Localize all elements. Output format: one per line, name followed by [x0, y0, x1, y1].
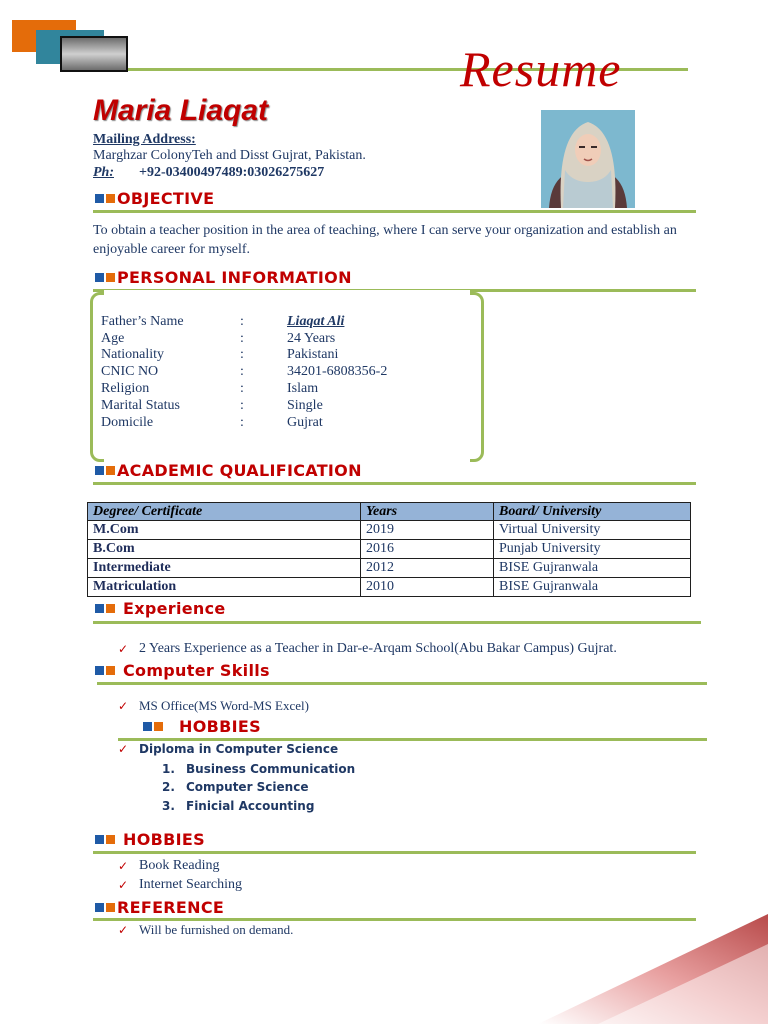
info-value: 24 Years [287, 331, 336, 346]
degree-cell: Matriculation [88, 578, 361, 597]
diploma-text: Diploma in Computer Science [139, 742, 339, 756]
bullet-square-orange [106, 273, 115, 282]
column-header-board: Board/ University [494, 503, 691, 521]
info-value: Pakistani [287, 347, 339, 362]
year-cell: 2012 [361, 559, 494, 578]
bullet-square-orange [154, 722, 163, 731]
hobby-item [118, 877, 242, 893]
table-header-row [88, 503, 691, 521]
table-row [88, 578, 691, 597]
mailing-address-label: Mailing Address: [93, 132, 196, 147]
phone-number: +92-03400497489:03026275627 [139, 165, 325, 180]
bullet-square-blue [95, 194, 104, 203]
reference-heading-text: REFERENCE [117, 898, 225, 917]
hobby-item [118, 858, 220, 874]
decor-corner-swoosh [538, 914, 768, 1024]
bullet-square-blue [143, 722, 152, 731]
objective-rule [93, 210, 696, 213]
bullet-square-blue [95, 835, 104, 844]
resume-title: Resume [460, 41, 622, 97]
year-cell: 2010 [361, 578, 494, 597]
info-separator: : [240, 381, 244, 396]
info-separator: : [240, 364, 244, 379]
bullet-square-blue [95, 604, 104, 613]
info-separator: : [240, 415, 244, 430]
experience-rule [93, 621, 701, 624]
info-value: Islam [287, 381, 319, 396]
phone-label: Ph: [93, 165, 114, 180]
board-cell: Punjab University [494, 540, 691, 559]
academic-table [87, 502, 691, 597]
table-row [88, 521, 691, 540]
hobbies-subheading-text: HOBBIES [179, 717, 261, 736]
candidate-name: Maria Liaqat [93, 94, 269, 127]
course-number: 2. [162, 780, 175, 794]
mailing-address: Marghzar ColonyTeh and Disst Gujrat, Pakistan. [93, 148, 366, 163]
bullet-square-blue [95, 273, 104, 282]
experience-text: 2 Years Experience as a Teacher in Dar-e-Arqam School(Abu Bakar Campus) Gujrat. [139, 641, 617, 656]
degree-cell: B.Com [88, 540, 361, 559]
course-item [162, 799, 314, 813]
reference-text: Will be furnished on demand. [139, 922, 294, 937]
table-row [88, 540, 691, 559]
computer-skills-rule [97, 682, 707, 685]
academic-heading-text: ACADEMIC QUALIFICATION [117, 461, 362, 480]
bullet-square-orange [106, 466, 115, 475]
course-label: Computer Science [186, 780, 309, 794]
info-label: Age [101, 331, 125, 346]
hobby-text: Book Reading [139, 858, 220, 873]
course-label: Finicial Accounting [186, 799, 315, 813]
experience-item [118, 641, 617, 657]
bullet-square-blue [95, 666, 104, 675]
bullet-square-orange [106, 604, 115, 613]
hobbies-heading [95, 830, 205, 849]
skill-text: MS Office(MS Word-MS Excel) [139, 698, 309, 713]
info-separator: : [240, 347, 244, 362]
hobbies-subheading [143, 717, 261, 736]
info-separator: : [240, 331, 244, 346]
objective-heading-text: OBJECTIVE [117, 189, 215, 208]
academic-rule [93, 482, 696, 485]
degree-cell: Intermediate [88, 559, 361, 578]
check-bullet-icon: ✓ [118, 642, 129, 656]
course-number: 3. [162, 799, 175, 813]
column-header-degree: Degree/ Certificate [88, 503, 361, 521]
bullet-square-orange [106, 835, 115, 844]
check-bullet-icon: ✓ [118, 742, 129, 756]
year-cell: 2016 [361, 540, 494, 559]
board-cell: BISE Gujranwala [494, 578, 691, 597]
objective-heading [95, 189, 214, 208]
course-item [162, 780, 308, 794]
decor-block-gray [60, 36, 128, 72]
info-value: 34201-6808356-2 [287, 364, 388, 379]
personal-info-heading-text: PERSONAL INFORMATION [117, 268, 352, 287]
skill-item [118, 698, 309, 714]
info-label: Nationality [101, 347, 164, 362]
course-number: 1. [162, 762, 175, 776]
table-row [88, 559, 691, 578]
hobbies-subheading-rule [118, 738, 707, 741]
course-item [162, 762, 355, 776]
info-value: Gujrat [287, 415, 323, 430]
info-label: Marital Status [101, 398, 180, 413]
hobbies-heading-text: HOBBIES [123, 830, 205, 849]
info-separator: : [240, 314, 244, 329]
objective-text: To obtain a teacher position in the area of teaching, where I can serve your organization and establish an enjoyable career for myself. [93, 223, 677, 257]
personal-info-heading [95, 268, 352, 287]
board-cell: BISE Gujranwala [494, 559, 691, 578]
reference-item [118, 922, 293, 938]
hobby-text: Internet Searching [139, 877, 243, 892]
bullet-square-orange [106, 194, 115, 203]
frame-mask-top [104, 290, 470, 296]
diploma-item [118, 742, 338, 756]
column-header-years: Years [361, 503, 494, 521]
board-cell: Virtual University [494, 521, 691, 540]
experience-heading-text: Experience [123, 599, 226, 618]
computer-skills-heading-text: Computer Skills [123, 661, 270, 680]
degree-cell: M.Com [88, 521, 361, 540]
check-bullet-icon: ✓ [118, 923, 129, 937]
course-label: Business Communication [186, 762, 356, 776]
info-separator: : [240, 398, 244, 413]
computer-skills-heading [95, 661, 270, 680]
info-label: Domicile [101, 415, 154, 430]
bullet-square-blue [95, 466, 104, 475]
bullet-square-orange [106, 666, 115, 675]
year-cell: 2019 [361, 521, 494, 540]
reference-heading [95, 898, 224, 917]
hobbies-rule [93, 851, 696, 854]
check-bullet-icon: ✓ [118, 699, 129, 713]
info-label: CNIC NO [101, 364, 159, 379]
bullet-square-orange [106, 903, 115, 912]
info-value: Liaqat Ali [287, 314, 345, 329]
experience-heading [95, 599, 226, 618]
info-value: Single [287, 398, 323, 413]
check-bullet-icon: ✓ [118, 878, 129, 892]
academic-heading [95, 461, 362, 480]
info-label: Father’s Name [101, 314, 184, 329]
info-label: Religion [101, 381, 150, 396]
profile-photo [541, 110, 635, 208]
bullet-square-blue [95, 903, 104, 912]
check-bullet-icon: ✓ [118, 859, 129, 873]
